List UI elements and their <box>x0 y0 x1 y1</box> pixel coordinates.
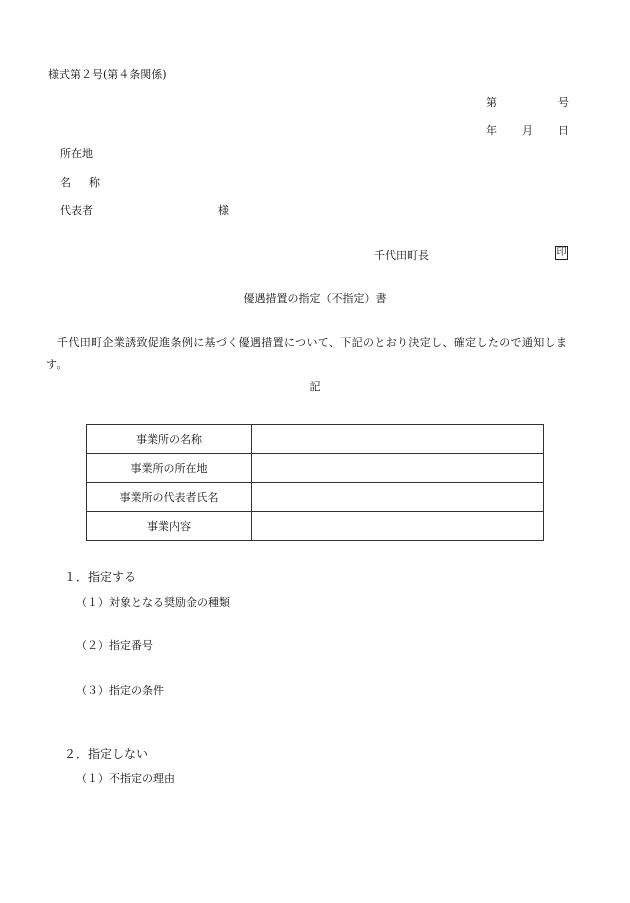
honorific: 様 <box>218 204 229 217</box>
section-designate-item-2: （２）指定番号 <box>76 639 153 652</box>
issuer-title: 千代田町長 <box>374 249 429 262</box>
section-designate-heading: １．指定する <box>64 570 137 584</box>
number-suffix: 号 <box>558 96 569 109</box>
ki-heading: 記 <box>309 380 321 393</box>
table-row <box>87 483 544 512</box>
table-value-cell <box>252 425 544 454</box>
business-info-table <box>86 424 544 541</box>
table-value-cell <box>252 512 544 541</box>
name-label <box>60 176 100 189</box>
table-label-cell: 事業所の所在地 <box>87 454 252 483</box>
table-row <box>87 425 544 454</box>
table-value-cell <box>252 483 544 512</box>
representative-label: 代表者 <box>60 204 93 217</box>
date-day-label: 日 <box>558 124 569 137</box>
date-month-label: 月 <box>522 124 533 137</box>
seal-mark: 印 <box>556 247 567 258</box>
section-not-designate-heading: ２．指定しない <box>64 747 149 761</box>
document-title: 優遇措置の指定（不指定）書 <box>243 292 387 305</box>
name-label-part2: 称 <box>89 176 100 189</box>
table-value-cell <box>252 454 544 483</box>
table-label-cell: 事業内容 <box>87 512 252 541</box>
table-label-cell: 事業所の名称 <box>87 425 252 454</box>
address-label: 所在地 <box>60 147 93 160</box>
table-row <box>87 512 544 541</box>
name-label-part1: 名 <box>60 176 71 189</box>
date-year-label: 年 <box>486 124 497 137</box>
form-number: 様式第２号(第４条関係) <box>48 68 167 81</box>
section-designate-item-3: （３）指定の条件 <box>76 684 164 697</box>
section-designate-item-1: （１）対象となる奨励金の種類 <box>76 596 230 609</box>
number-prefix: 第 <box>486 96 497 109</box>
body-text: 千代田町企業誘致促進条例に基づく優遇措置について、下記のとおり決定し、確定したので通知します。 <box>46 336 568 371</box>
section-not-designate-item-1: （１）不指定の理由 <box>76 772 175 785</box>
table-row <box>87 454 544 483</box>
table-label-cell: 事業所の代表者氏名 <box>87 483 252 512</box>
